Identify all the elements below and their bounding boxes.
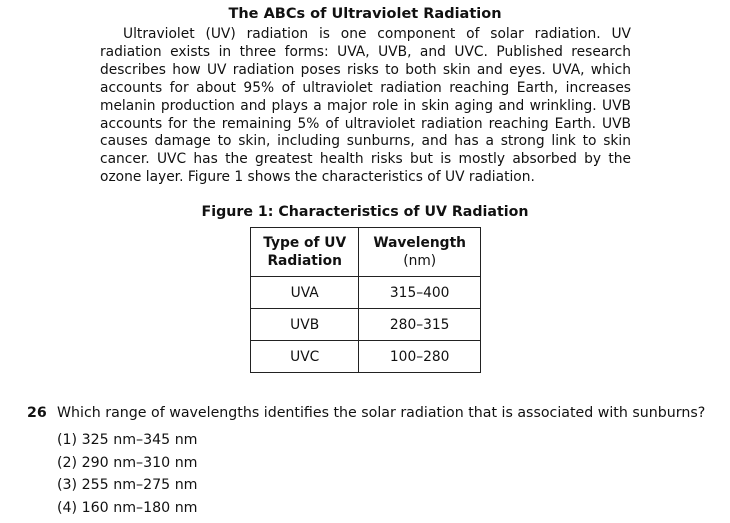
table-row	[251, 277, 481, 309]
cell-type: UVC	[251, 341, 359, 373]
answer-choice-1[interactable]: (1) 325 nm–345 nm	[57, 432, 198, 448]
cell-wavelength: 280–315	[359, 309, 481, 341]
passage-text: Ultraviolet (UV) radiation is one component of solar radiation. UV radiation exists in three forms: UVA, UVB, and UVC. Published research describes how UV radiation poses risks to both skin and eyes. UVA, which accounts for about 95% of ultraviolet radiation reaching Earth, increases melanin production and plays a major role in skin aging and wrinkling. UVB accounts for the remaining 5% of ultraviolet radiation reaching Earth. UVB causes damage to skin, including sunburns, and has a strong link to skin cancer. UVC has the greatest health risks but is mostly absorbed by the ozone layer. Figure 1 shows the characteristics of UV radiation.	[100, 26, 631, 186]
table-row	[251, 341, 481, 373]
table-header-row	[251, 228, 481, 277]
header-type-line2: Radiation	[267, 253, 342, 269]
question-number: 26	[27, 405, 47, 421]
header-wavelength-unit: (nm)	[403, 253, 437, 269]
header-type-line1: Type of UV	[263, 235, 347, 251]
answer-choices	[57, 430, 198, 520]
cell-type: UVA	[251, 277, 359, 309]
answer-choice-4[interactable]: (4) 160 nm–180 nm	[57, 499, 198, 516]
cell-wavelength: 315–400	[359, 277, 481, 309]
page-title: The ABCs of Ultraviolet Radiation	[228, 6, 502, 22]
answer-choice-2[interactable]: (2) 290 nm–310 nm	[57, 454, 198, 471]
question-text: Which range of wavelengths identifies the solar radiation that is associated with sunburns?	[57, 405, 706, 421]
header-wavelength-line1: Wavelength	[373, 235, 466, 251]
table-row	[251, 309, 481, 341]
header-type-of-uv	[251, 228, 359, 277]
cell-wavelength: 100–280	[359, 341, 481, 373]
cell-type: UVB	[251, 309, 359, 341]
figure-caption: Figure 1: Characteristics of UV Radiation	[201, 204, 529, 220]
uv-characteristics-table	[250, 227, 481, 373]
header-wavelength	[359, 228, 481, 277]
answer-choice-3[interactable]: (3) 255 nm–275 nm	[57, 477, 198, 493]
